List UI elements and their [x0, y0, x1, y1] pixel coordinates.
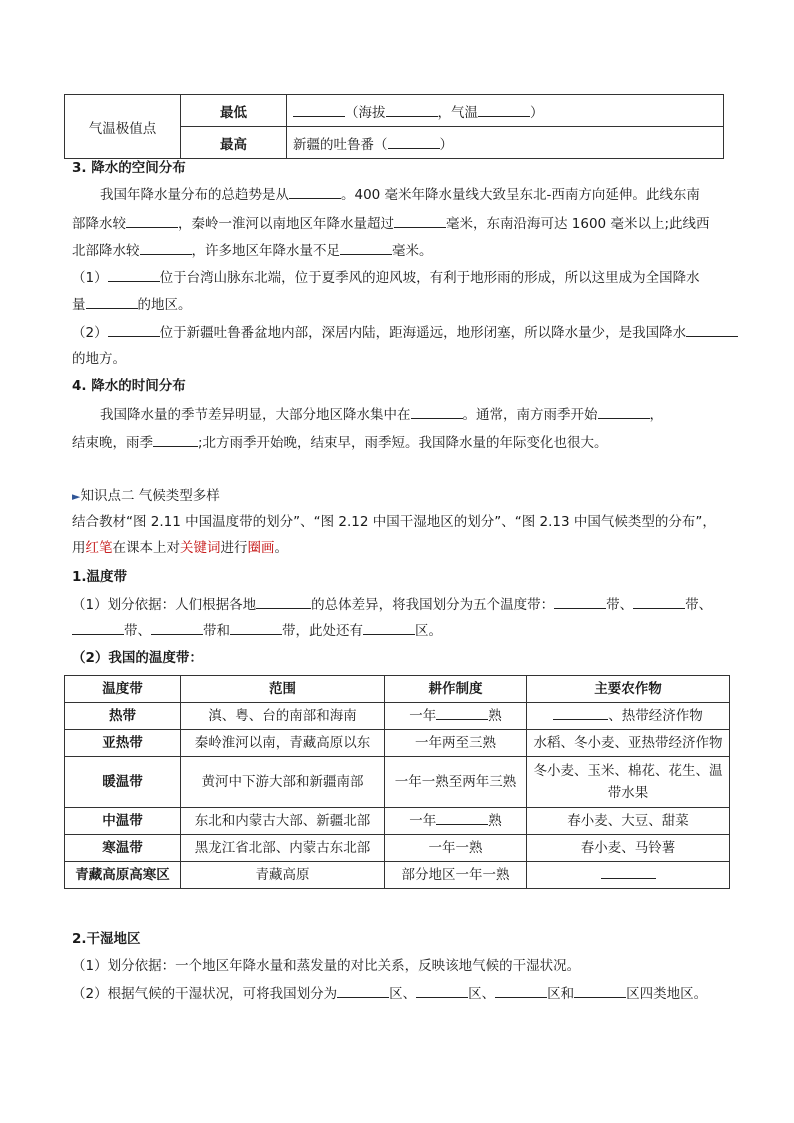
temperature-zone-table [64, 675, 730, 889]
col-header-zone: 温度带 [65, 676, 181, 703]
table-row: 热带 滇、粤、台的南部和海南 一年 熟 、热带经济作物 [65, 703, 730, 730]
sec3-item-2-cont: 的地方。 [72, 351, 126, 367]
temp-zone-subtitle: （2）我国的温度带： [72, 650, 203, 666]
kp2-instruction-2: 用红笔在课本上对关键词进行圈画。 [72, 540, 288, 556]
col-header-range: 范围 [181, 676, 385, 703]
sec3-line-3: 北部降水较 ，许多地区年降水量不足 毫米。 [72, 240, 433, 261]
dry-wet-basis: （1）划分依据：一个地区年降水量和蒸发量的对比关系，反映该地气候的干湿状况。 [72, 958, 581, 974]
knowledge-point-2-title: ►知识点二 气候类型多样 [72, 488, 220, 504]
table-row: 青藏高原高寒区 青藏高原 部分地区一年一熟 [65, 862, 730, 889]
dry-wet-title: 2.干湿地区 [72, 931, 141, 947]
extreme-label: 气温极值点 [65, 95, 181, 159]
table-row: 中温带 东北和内蒙古大部、新疆北部 一年 熟 春小麦、大豆、甜菜 [65, 808, 730, 835]
sec4-line-2: 结束晚，雨季 ;北方雨季开始晚，结束早，雨季短。我国降水量的年际变化也很大。 [72, 432, 608, 453]
col-header-system: 耕作制度 [385, 676, 527, 703]
dry-wet-classes: （2）根据气候的干湿状况，可将我国划分为 区、 区、 区和 区四类地区。 [72, 983, 707, 1004]
table-row: 暖温带 黄河中下游大部和新疆南部 一年一熟至两年三熟 冬小麦、玉米、棉花、花生、温 带水果 [65, 757, 730, 808]
temperature-extreme-table [64, 94, 724, 159]
table-row: 寒温带 黑龙江省北部、内蒙古东北部 一年一熟 春小麦、马铃薯 [65, 835, 730, 862]
sec3-item-1: （1） 位于台湾山脉东北端，位于夏季风的迎风坡，有利于地形雨的形成，所以这里成为全国降水 [72, 267, 700, 288]
triangle-bullet-icon: ► [72, 490, 81, 503]
table-row: 亚热带 秦岭淮河以南，青藏高原以东 一年两至三熟 水稻、冬小麦、亚热带经济作物 [65, 730, 730, 757]
lowest-label: 最低 [181, 95, 287, 127]
sec4-line-1: 我国降水量的季节差异明显，大部分地区降水集中在 。通常，南方雨季开始 ， [100, 404, 663, 425]
highest-label: 最高 [181, 127, 287, 159]
section-3-title: 3. 降水的空间分布 [72, 160, 186, 176]
kp2-instruction-1: 结合教材“图 2.11 中国温度带的划分”、“图 2.12 中国干湿地区的划分”、“图 2.13 中国气候类型的分布”， [72, 514, 716, 530]
temp-basis-line-2: 带、 带和 带，此处还有 区。 [72, 620, 442, 641]
col-header-crops: 主要农作物 [527, 676, 730, 703]
sec3-line-2: 部降水较 ，秦岭一淮河以南地区年降水量超过 毫米，东南沿海可达 1600 毫米以上;此线西 [72, 213, 710, 234]
temp-basis-line-1: （1）划分依据：人们根据各地 的总体差异，将我国划分为五个温度带： 带、 带、 [72, 594, 712, 615]
section-4-title: 4. 降水的时间分布 [72, 378, 186, 394]
temperature-zone-title: 1.温度带 [72, 569, 128, 585]
sec3-item-2: （2） 位于新疆吐鲁番盆地内部，深居内陆，距海遥远，地形闭塞，所以降水量少，是我国降水 [72, 322, 738, 343]
lowest-content: （海拔 ，气温 ） [287, 95, 724, 127]
highest-content: 新疆的吐鲁番（ ） [287, 127, 724, 159]
sec3-item-1-cont: 量 的地区。 [72, 294, 192, 315]
sec3-line-1: 我国年降水量分布的总趋势是从 。400 毫米年降水量线大致呈东北-西南方向延伸。此线东南 [100, 184, 700, 205]
